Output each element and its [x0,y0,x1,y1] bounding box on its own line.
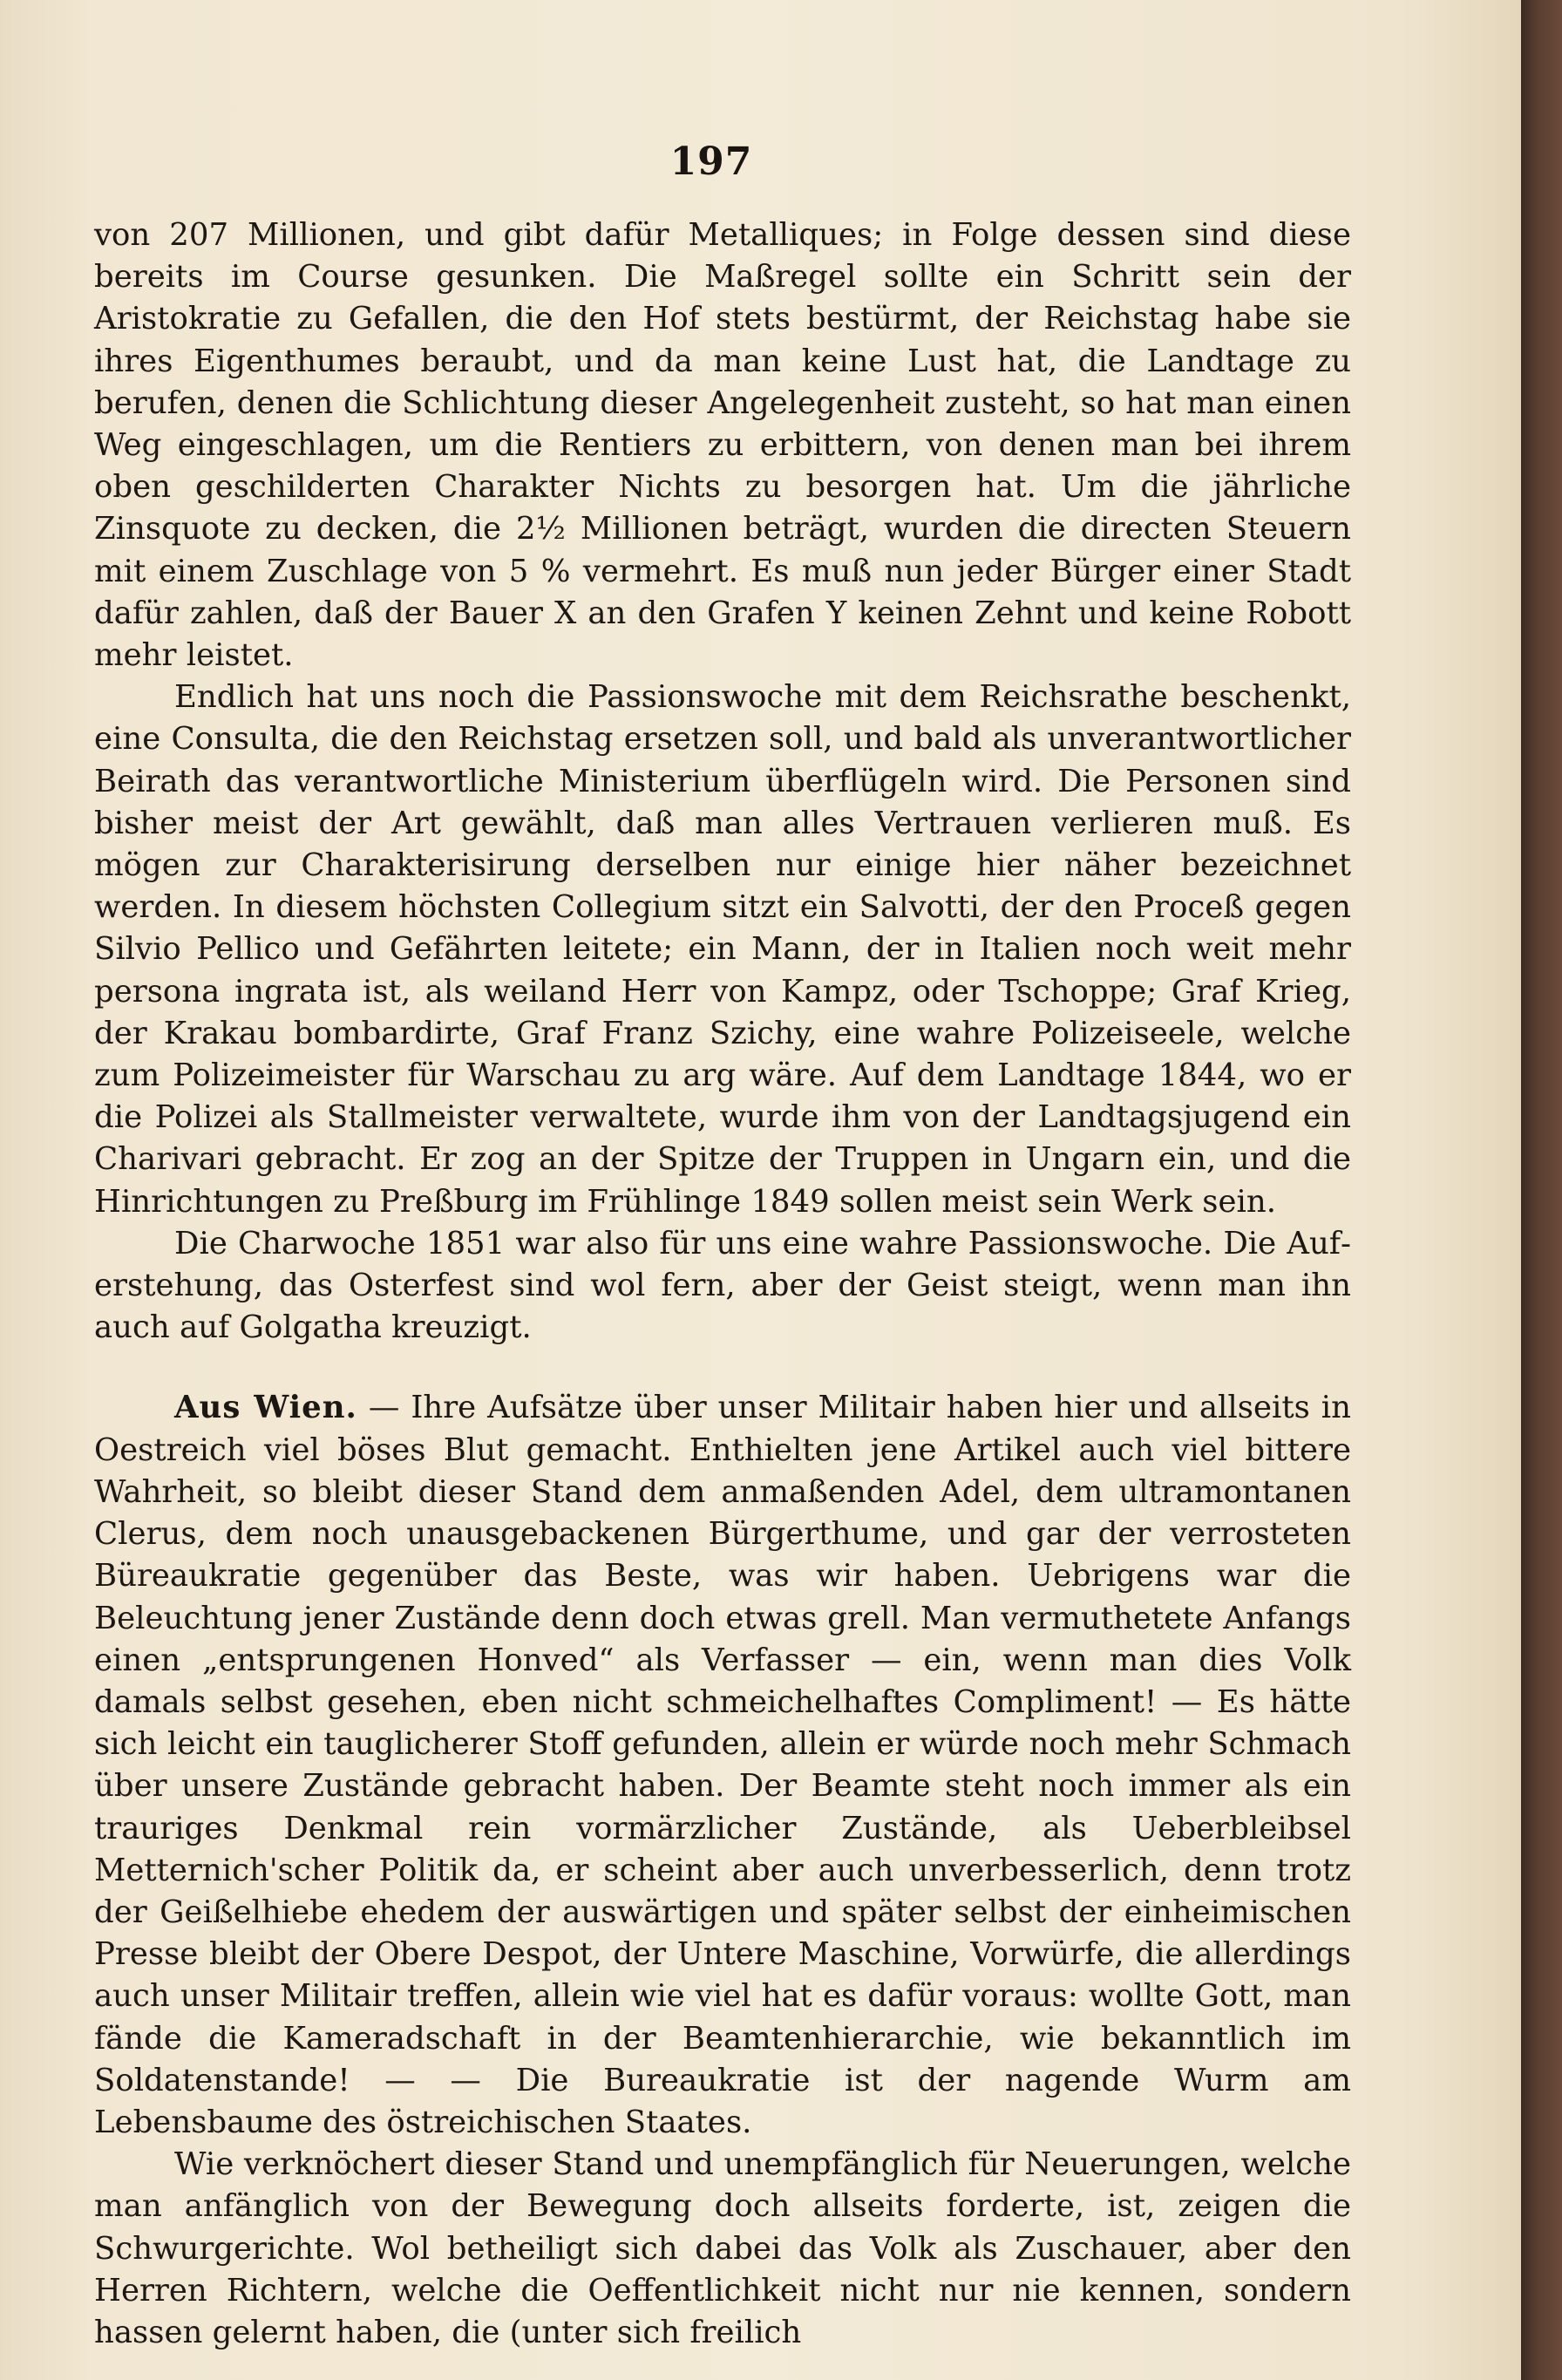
section-heading: Aus Wien. [174,1390,357,1426]
body-text [94,214,1351,2354]
section-paragraph [94,1387,1351,2144]
page-number: 197 [669,139,753,184]
section-text: — Ihre Aufsätze über unser Militair haben hier und allseits in Oestreich viel böses Blut gemacht. Enthielten jene Artikel auch viel bittere Wahrheit, so bleibt dieser Stand dem anmaßenden Adel, dem ultramontanen Clerus, dem noch unausgebackenen Bürgerthume, und gar der verrosteten Büreaukratie gegenüber das Beste, was wir haben. Uebrigens war die Beleuchtung jener Zustände denn doch etwas grell. Man vermuthetete Anfangs einen „entsprungenen Honved“ als Verfasser — ein, wenn man dies Volk damals selbst gesehen, eben nicht schmeichelhaftes Compliment! — Es hätte sich leicht ein tauglicherer Stoff gefunden, allein er würde noch mehr Schmach über unsere Zustände gebracht haben. Der Beamte steht noch immer als ein trauriges Denkmal rein vormärzlicher Zustände, als Ueberbleibsel Metternich'scher Politik da, er scheint aber auch unverbesserlich, denn trotz der Geißelhiebe ehedem der auswärtigen und später selbst der einheimischen Presse bleibt der Obere Despot, der Untere Maschine, Vorwürfe, die allerdings auch unser Militair treffen, allein wie viel hat es dafür voraus: wollte Gott, man fände die Kameradschaft in der Beamtenhierarchie, wie bekanntlich im Soldatenstande! — — Die Bureaukratie ist der nagende Wurm am Lebensbaume des östreichischen Staates. [94,1390,1352,2140]
paragraph: Endlich hat uns noch die Passionswoche mit dem Reichsrathe beschenkt, eine Consulta, die den Reichstag ersetzen soll, und bald als unverantwortlicher Beirath das verantwortliche Ministerium überflügeln wird. Die Personen sind bisher meist der Art gewählt, daß man alles Vertrauen verlieren muß. Es mögen zur Charakterisirung derselben nur einige hier näher bezeichnet werden. In diesem höchsten Collegium sitzt ein Salvotti, der den Proceß gegen Silvio Pellico und Gefährten leitete; ein Mann, der in Italien noch weit mehr persona ingrata ist, als weiland Herr von Kampz, oder Tschoppe; Graf Krieg, der Krakau bombardirte, Graf Franz Szichy, eine wahre Polizeiseele, welche zum Polizeimeister für Warschau zu arg wäre. Auf dem Landtage 1844, wo er die Polizei als Stallmeister verwaltete, wurde ihm von der Landtagsjugend ein Charivari gebracht. Er zog an der Spitze der Truppen in Ungarn ein, und die Hinrichtungen zu Preßburg im Frühlinge 1849 sollen meist sein Werk sein. [94,679,1351,1220]
paragraph: Die Charwoche 1851 war also für uns eine wahre Passionswoche. Die Auferstehung, das Osterfest sind wol fern, aber der Geist steigt, wenn man ihn auch auf Golgatha kreuzigt. [94,1225,1351,1346]
paragraph: von 207 Millionen, und gibt dafür Metalliques; in Folge dessen sind diese bereits im Course gesunken. Die Maßregel sollte ein Schritt sein der Aristokratie zu Gefallen, die den Hof stets bestürmt, der Reichstag habe sie ihres Eigenthumes beraubt, und da man keine Lust hat, die Landtage zu berufen, denen die Schlichtung dieser Angelegenheit zusteht, so hat man einen Weg eingeschlagen, um die Rentiers zu erbittern, von denen man bei ihrem oben geschilderten Charakter Nichts zu besorgen hat. Um die jährliche Zinsquote zu decken, die 2½ Millionen beträgt, wurden die directen Steuern mit einem Zuschlage von 5 % vermehrt. Es muß nun jeder Bürger einer Stadt dafür zahlen, daß der Bauer X an den Grafen Y keinen Zehnt und keine Robott mehr leistet. [94,217,1351,674]
paragraph: Wie verknöchert dieser Stand und unempfänglich für Neuerungen, welche man anfänglich von der Bewegung doch allseits forderte, ist, zeigen die Schwurgerichte. Wol betheiligt sich dabei das Volk als Zuschauer, aber den Herren Richtern, welche die Oeffentlichkeit nicht nur nie kennen, sondern hassen gelernt haben, die (unter sich freilich [94,2146,1351,2350]
book-binding-edge [1521,0,1562,2380]
